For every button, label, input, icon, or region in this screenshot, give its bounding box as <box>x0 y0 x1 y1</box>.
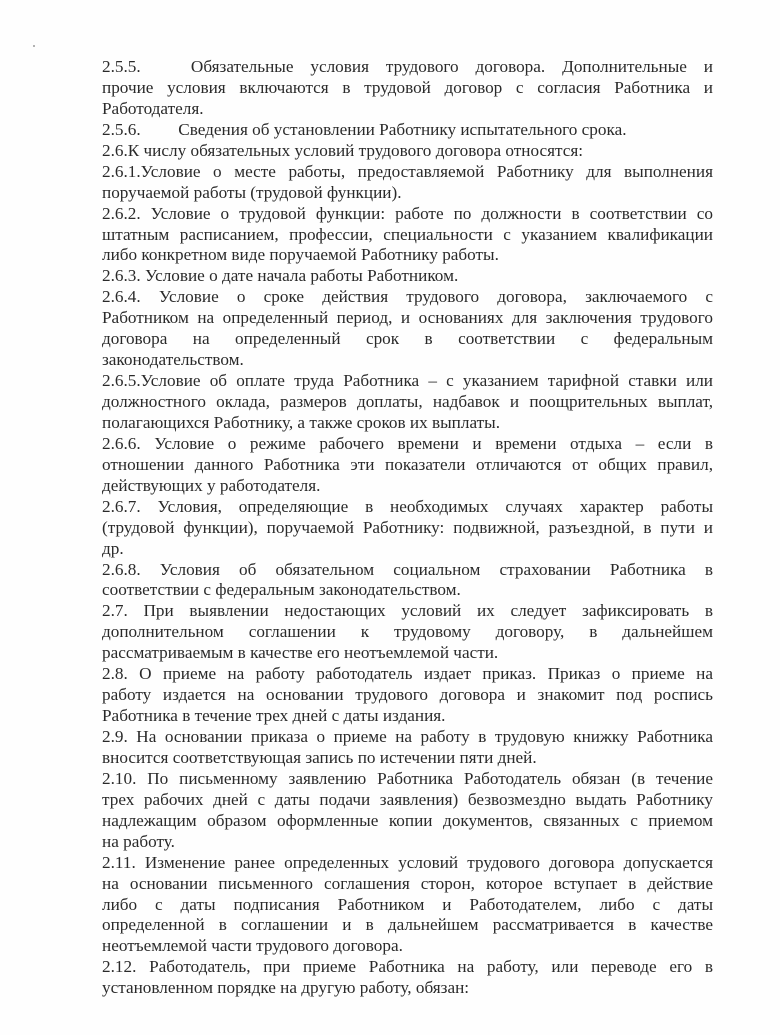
clause-text: Обязательные условия трудового договора. Дополнительные и <box>190 57 714 76</box>
text-line: действующих у работодателя. <box>102 475 321 495</box>
scan-speck <box>33 45 35 47</box>
text-line: 2.6.5.Условие об оплате труда Работника – с указанием тарифной ставки или <box>102 371 713 391</box>
text-line: договора на определенный срок в соответствии с федеральным <box>102 329 713 349</box>
text-line: Работника в течение трех дней с даты издания. <box>102 706 446 726</box>
clause-2-8 <box>102 664 713 727</box>
text-line <box>102 120 713 141</box>
text-line: на работу. <box>102 831 175 851</box>
text-line: 2.6.8. Условия об обязательном социальном страховании Работника в <box>102 559 713 579</box>
text-line: рассматриваемым в качестве его неотъемлемой части. <box>102 643 499 663</box>
text-line: 2.9. На основании приказа о приеме на работу в трудовую книжку Работника <box>102 727 713 746</box>
text-line: штатным расписанием, профессии, специальности с указанием квалификации <box>102 224 713 244</box>
text-line: вносится соответствующая запись по истечении пяти дней. <box>102 747 537 767</box>
text-line: 2.12. Работодатель, при приеме Работника на работу, или переводе его в <box>102 957 713 977</box>
text-line: определенной в соглашении и в дальнейшем рассматривается в качестве <box>102 915 713 935</box>
text-line: 2.6.1.Условие о месте работы, предоставляемой Работнику для выполнения <box>102 161 713 181</box>
clause-2-6-2 <box>102 204 713 267</box>
clause-2-6-6 <box>102 434 713 497</box>
text-line: 2.10. По письменному заявлению Работника Работодатель обязан (в течение <box>102 768 713 788</box>
text-line: либо с даты подписания Работником и Работодателем, либо с даты <box>102 894 713 914</box>
text-line: трех рабочих дней с даты подачи заявления) безвозмездно выдать Работнику <box>102 789 713 809</box>
text-line: Работником на определенный период, и основаниях для заключения трудового <box>102 308 713 328</box>
text-line: полагающихся Работнику, а также сроков их выплаты. <box>102 412 500 432</box>
text-line: дополнительном соглашении к трудовому договору, в дальнейшем <box>102 622 713 642</box>
clause-2-6-8 <box>102 560 713 602</box>
text-line: поручаемой работы (трудовой функции). <box>102 182 402 202</box>
clause-2-5-5 <box>102 57 713 120</box>
text-line <box>102 57 713 78</box>
clause-2-6-3 <box>102 266 713 287</box>
text-line: 2.8. О приеме на работу работодатель издает приказ. Приказ о приеме на <box>102 664 713 684</box>
clause-number: 2.5.6. <box>102 119 141 139</box>
text-line: 2.6.К числу обязательных условий трудового договора относятся: <box>102 140 584 160</box>
clause-2-6 <box>102 141 713 162</box>
clause-2-6-5 <box>102 371 713 434</box>
text-line: законодательством. <box>102 350 244 370</box>
clause-2-5-6 <box>102 120 713 141</box>
text-line: 2.6.4. Условие о сроке действия трудового договора, заключаемого с <box>102 287 713 307</box>
text-line: 2.6.3. Условие о дате начала работы Работником. <box>102 266 459 286</box>
document-body <box>102 57 713 999</box>
clause-number: 2.5.5. <box>102 57 141 76</box>
text-line: прочие условия включаются в трудовой договор с согласия Работника и <box>102 77 713 97</box>
text-line: 2.6.7. Условия, определяющие в необходимых случаях характер работы <box>102 496 713 516</box>
text-line: либо конкретном виде поручаемой Работнику работы. <box>102 245 499 265</box>
text-line: 2.11. Изменение ранее определенных условий трудового договора допускается <box>102 852 713 872</box>
clause-2-9 <box>102 727 713 769</box>
text-line: др. <box>102 538 124 558</box>
text-line: Работодателя. <box>102 98 204 118</box>
clause-2-11 <box>102 853 713 958</box>
clause-2-12 <box>102 957 713 999</box>
text-line: неотъемлемой части трудового договора. <box>102 936 403 956</box>
clause-2-6-4 <box>102 287 713 371</box>
text-line: надлежащим образом оформленные копии документов, связанных с приемом <box>102 810 713 830</box>
text-line: отношении данного Работника эти показатели отличаются от общих правил, <box>102 454 713 474</box>
text-line: должностного оклада, размеров доплаты, надбавок и поощрительных выплат, <box>102 392 713 411</box>
text-line: 2.6.2. Условие о трудовой функции: работе по должности в соответствии со <box>102 203 713 223</box>
clause-2-7 <box>102 601 713 664</box>
text-line: 2.6.6. Условие о режиме рабочего времени и времени отдыха – если в <box>102 433 713 453</box>
clause-text: Сведения об установлении Работнику испытательного срока. <box>178 119 627 139</box>
clause-2-10 <box>102 769 713 853</box>
text-line: на основании письменного соглашения сторон, которое вступает в действие <box>102 873 713 893</box>
text-line: (трудовой функции), поручаемой Работнику: подвижной, разъездной, в пути и <box>102 517 713 537</box>
clause-2-6-7 <box>102 497 713 560</box>
text-line: 2.7. При выявлении недостающих условий их следует зафиксировать в <box>102 601 713 621</box>
clause-2-6-1 <box>102 162 713 204</box>
text-line: соответствии с федеральным законодательством. <box>102 580 461 600</box>
text-line: работу издается на основании трудового договора и знакомит под роспись <box>102 685 713 705</box>
text-line: установленном порядке на другую работу, обязан: <box>102 978 470 998</box>
